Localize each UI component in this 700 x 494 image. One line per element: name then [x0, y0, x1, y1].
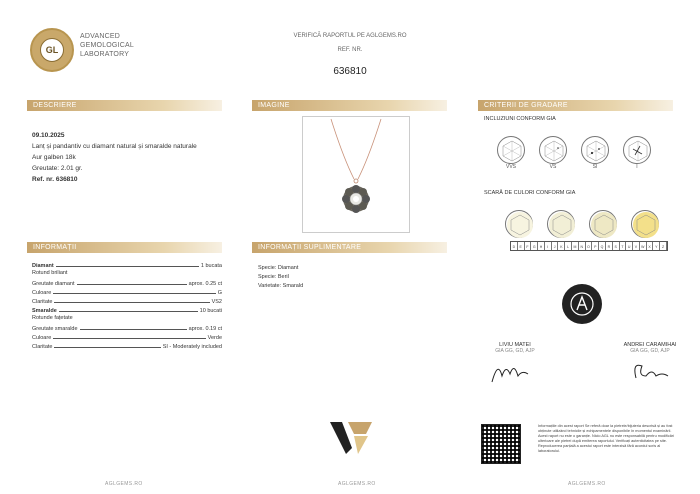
inclusion-gem-vs [539, 136, 567, 170]
handwritten-signature [612, 354, 688, 388]
info-value: 1 bucata [200, 263, 222, 269]
handwritten-signature [480, 354, 550, 388]
inclusion-gems [497, 136, 651, 170]
diamond-diagram-icon [623, 136, 651, 164]
leader-line [53, 338, 205, 339]
info-row [32, 332, 222, 341]
ref-label: REF. NR. [337, 47, 363, 53]
informatii-block [32, 260, 222, 350]
inclusion-label: SI [592, 164, 598, 170]
signature-block-left [480, 342, 550, 393]
diamond-color-icon [547, 210, 575, 238]
color-scale-cell: M [572, 242, 579, 250]
lab-name-line: ADVANCED [80, 33, 120, 40]
info-row [32, 296, 222, 305]
color-scale-cell: O [586, 242, 593, 250]
species-line: Specie: Diamant [258, 265, 299, 271]
color-scale [510, 241, 668, 251]
agl-monogram-icon [569, 291, 595, 317]
ref-number: 636810 [333, 66, 367, 77]
item-description: Lanț și pandantiv cu diamant natural și smaralde naturale [32, 143, 197, 150]
inclusion-label: VS [549, 164, 557, 170]
info-key: Greutate diamant [32, 281, 75, 287]
leader-line [54, 347, 160, 348]
product-image [302, 116, 410, 233]
color-scale-cell: P [592, 242, 599, 250]
info-row [32, 260, 222, 269]
signer-role: GIA GG, GD, AJP [630, 348, 670, 354]
info-value: aprox. 0.19 ct [188, 326, 222, 332]
agl-monogram-icon: GL [40, 38, 64, 62]
color-scale-cell: G [531, 242, 538, 250]
info-value: SI - Moderately included [162, 344, 222, 350]
info-key: Smaralde [32, 308, 57, 314]
weight-description: Greutate: 2.01 gr. [32, 165, 83, 172]
diamond-diagram-icon [581, 136, 609, 164]
color-scale-cell: W [640, 242, 647, 250]
color-scale-cell: N [579, 242, 586, 250]
info-key: Claritate [32, 299, 53, 305]
lab-name-line: LABORATORY [80, 51, 130, 58]
info-value: 10 bucati [199, 308, 222, 314]
signer-name: ANDREI CARAMIHAI [623, 342, 677, 348]
footer-center[interactable]: AGLGEMS.RO [338, 481, 376, 487]
color-scale-cell: H [538, 242, 545, 250]
info-key: Diamant [32, 263, 54, 269]
info-key: Claritate [32, 344, 53, 350]
inclusion-gem-i [623, 136, 651, 170]
color-scale-cell: U [626, 242, 633, 250]
info-plain-row: Rotunde fațetate [32, 315, 73, 321]
info-value: VS2 [211, 299, 222, 305]
inclusion-label: VVS [505, 164, 516, 170]
color-scale-cell: E [518, 242, 525, 250]
report-date: 09.10.2025 [32, 132, 65, 139]
verify-text: VERIFICĂ RAPORTUL PE AGLGEMS.RO [293, 33, 407, 39]
footer-left[interactable]: AGLGEMS.RO [105, 481, 143, 487]
leader-line [80, 329, 187, 330]
leader-line [56, 266, 199, 267]
color-scale-cell: T [620, 242, 627, 250]
qr-code[interactable] [481, 424, 521, 464]
section-informatii-suplimentare: INFORMAȚII SUPLIMENTARE [252, 242, 447, 253]
ref-description: Ref. nr. 636810 [32, 176, 78, 183]
diamond-color-icon [505, 210, 533, 238]
color-scale-cell: L [565, 242, 572, 250]
brand-logo-icon [328, 418, 378, 458]
info-key: Culoare [32, 290, 52, 296]
info-row [32, 278, 222, 287]
info-key: Greutate smaralde [32, 326, 78, 332]
info-value: aprox. 0.25 ct [188, 281, 222, 287]
metal-description: Aur galben 18k [32, 154, 76, 161]
info-plain-row: Rotund briliant [32, 270, 68, 276]
suplimentare-block [258, 264, 303, 291]
color-scale-cell: V [633, 242, 640, 250]
diamond-color-icon [631, 210, 659, 238]
section-imagine: IMAGINE [252, 100, 447, 111]
section-descriere: DESCRIERE [27, 100, 222, 111]
color-scale-cell: Z [660, 242, 667, 250]
color-scale-cell: J [552, 242, 559, 250]
leader-line [77, 284, 187, 285]
color-scale-cell: R [606, 242, 613, 250]
diamond-diagram-icon [539, 136, 567, 164]
section-criterii: CRITERII DE GRADARE [478, 100, 673, 111]
lab-name-line: GEMOLOGICAL [80, 42, 134, 49]
inclusion-label: I [636, 164, 638, 170]
info-value: Verde [207, 335, 222, 341]
species-line: Specie: Beril [258, 274, 289, 280]
inclusion-gem-si [581, 136, 609, 170]
description-block [32, 130, 232, 185]
color-scale-cell: S [613, 242, 620, 250]
color-scale-title: SCARĂ DE CULORI CONFORM GIA [484, 190, 576, 196]
species-line: Varietate: Smarald [258, 283, 304, 289]
disclaimer: Informațiile din acest raport Se referă doar la pietrele/bijuteria descrisă și au fost obținute utilizând tehnicile și echipamentele disponibile în momentul examinării. Acest raport nu este o garanție. Nicio AGL nu este responsabilă pentru modificări ulterioare ale pietrei după emiterea raportului. Verificați autenticitatea pe site. Reproducerea parțială a acestui raport este interzisă fără acordul scris al laboratorului. [538, 424, 674, 453]
leader-line [54, 302, 209, 303]
info-row [32, 305, 222, 314]
color-gems [505, 210, 659, 238]
color-scale-cell: I [545, 242, 552, 250]
info-key: Culoare [32, 335, 52, 341]
color-scale-cell: D [511, 242, 518, 250]
signature-block-right [612, 342, 688, 393]
section-informatii: INFORMAȚII [27, 242, 222, 253]
info-row [32, 287, 222, 296]
color-scale-cell: F [525, 242, 532, 250]
signer-role: GIA GG, GD, AJP [495, 348, 535, 354]
leader-line [59, 311, 198, 312]
diamond-diagram-icon [497, 136, 525, 164]
info-row [32, 341, 222, 350]
inclusion-gem-vvs [497, 136, 525, 170]
color-scale-cell: Q [599, 242, 606, 250]
diamond-color-icon [589, 210, 617, 238]
agl-black-seal-logo [562, 284, 602, 324]
color-scale-cell: X [647, 242, 654, 250]
info-value: G [217, 290, 222, 296]
brand-logo [328, 418, 378, 458]
footer-right[interactable]: AGLGEMS.RO [568, 481, 606, 487]
info-row [32, 323, 222, 332]
pendant-image [303, 117, 409, 232]
color-scale-cell: Y [653, 242, 660, 250]
inclusions-title: INCLUZIUNI CONFORM GIA [484, 116, 556, 122]
signer-name: LIVIU MATEI [499, 342, 531, 348]
leader-line [53, 293, 215, 294]
color-scale-cell: K [558, 242, 565, 250]
